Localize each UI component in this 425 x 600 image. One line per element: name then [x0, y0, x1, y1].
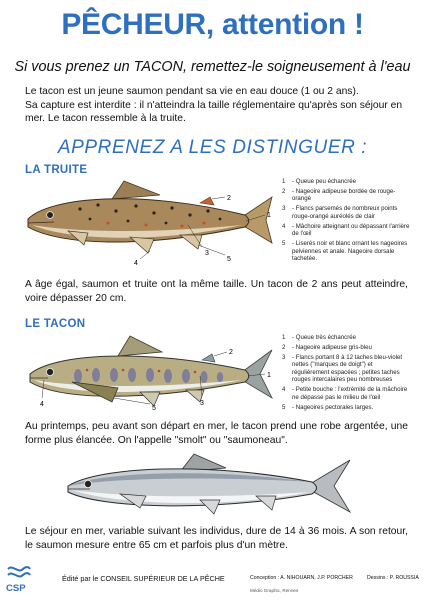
tacon-callout-2: 2 — [229, 349, 233, 356]
csp-logo-icon — [6, 562, 32, 582]
smolt-eye — [84, 480, 91, 487]
tacon-note-4: 4 - Petite bouche : l'extrémité de la mâchoire ne dépasse pas le milieu de l'œil — [282, 386, 408, 401]
footer-printer: Médio Graphic, Rennes — [250, 588, 299, 593]
tacon-adipose-fin — [202, 354, 215, 362]
trout-callout-3: 3 — [205, 250, 209, 257]
trout-callout-4: 4 — [134, 260, 138, 267]
smolt-anal-fin — [256, 496, 276, 510]
trout-pelvic-fin — [130, 237, 154, 253]
trout-adipose-fin — [200, 197, 214, 205]
trout-eye — [47, 212, 54, 219]
trout-callout-5: 5 — [227, 256, 231, 263]
subtitle: Si vous prenez un TACON, remettez-le soigneusement à l'eau — [14, 59, 411, 75]
trout-notes — [282, 178, 410, 265]
trout-callout-2: 2 — [227, 195, 231, 202]
tacon-label: LE TACON — [25, 318, 86, 330]
comparison-text: A âge égal, saumon et truite ont la même taille. Un tacon de 2 ans peut atteindre, voire dépasser 20 cm. — [25, 279, 408, 304]
intro-line-2: Sa capture est interdite : il n'atteindra la taille réglementaire qu'après son séjour en mer. Le tacon ressemble à la truite. — [25, 100, 403, 124]
section-title: APPRENEZ A LES DISTINGUER : — [57, 137, 368, 158]
tacon-callout-5: 5 — [152, 405, 156, 412]
tacon-illustration — [20, 328, 280, 420]
tacon-eye — [46, 368, 53, 375]
tacon-callout-3: 3 — [200, 400, 204, 407]
tacon-note-1: 1 - Queue très échancrée — [282, 334, 357, 341]
csp-logo-text: CSP — [6, 583, 26, 594]
trout-note-1: 1 - Queue peu échancrée — [282, 178, 357, 185]
trout-note-5: 5 - Liserés noir et blanc ornant les nageoires pelviennes et anale. Nageoire dorsale tachetée. — [282, 239, 408, 263]
trout-illustration — [20, 175, 280, 270]
smolt-pelvic-fin — [200, 500, 220, 514]
trout-dorsal-fin — [112, 181, 160, 199]
tacon-callout-1: 1 — [267, 372, 271, 379]
tacon-note-5: 5 - Nageoires pectorales larges. — [282, 403, 374, 411]
footer-drawings: Dessins : P. ROUSSIA — [367, 575, 419, 581]
smolt-illustration — [60, 450, 360, 522]
footer-edited: Édité par le CONSEIL SUPÉRIEUR DE LA PÊCHE — [62, 574, 225, 583]
tacon-note-3: 3 - Flancs portant 8 à 12 taches bleu-violet nettes ("marques de doigt") et régulièrement espacées ; petites taches rouges intercalaires peu nombreuses — [282, 353, 403, 384]
spring-text: Au printemps, peu avant son départ en mer, le tacon prend une robe argentée, une forme plus élancée. On l'appelle "smolt" ou "saumoneau". — [25, 421, 408, 446]
trout-note-2: 2 - Nageoire adipeuse bordée de rouge-orangé — [282, 187, 396, 203]
tacon-notes — [282, 334, 410, 413]
tacon-callout-4: 4 — [40, 401, 44, 408]
tacon-dorsal-fin — [118, 336, 162, 356]
intro-line-1: Le tacon est un jeune saumon pendant sa vie en eau douce (1 ou 2 ans). — [25, 86, 359, 97]
page-title: PÊCHEUR, attention ! — [61, 8, 364, 41]
trout-note-4: 4 - Mâchoire atteignant ou dépassant l'arrière de l'œil — [282, 222, 410, 238]
tacon-note-2: 2 - Nageoire adipeuse gris-bleu — [282, 343, 372, 351]
trout-label: LA TRUITE — [25, 164, 88, 176]
trout-note-3: 3 - Flancs parsemés de nombreux points rouge-orangé auréolés de clair — [282, 205, 398, 220]
sea-text: Le séjour en mer, variable suivant les individus, dure de 14 à 36 mois. A son retour, le saumon mesure entre 65 cm et parfois plus d'un mètre. — [25, 526, 408, 551]
footer-concept: Conception : A. NIHOUARN, J.P. PORCHER — [250, 575, 353, 581]
trout-callout-1: 1 — [267, 212, 271, 219]
